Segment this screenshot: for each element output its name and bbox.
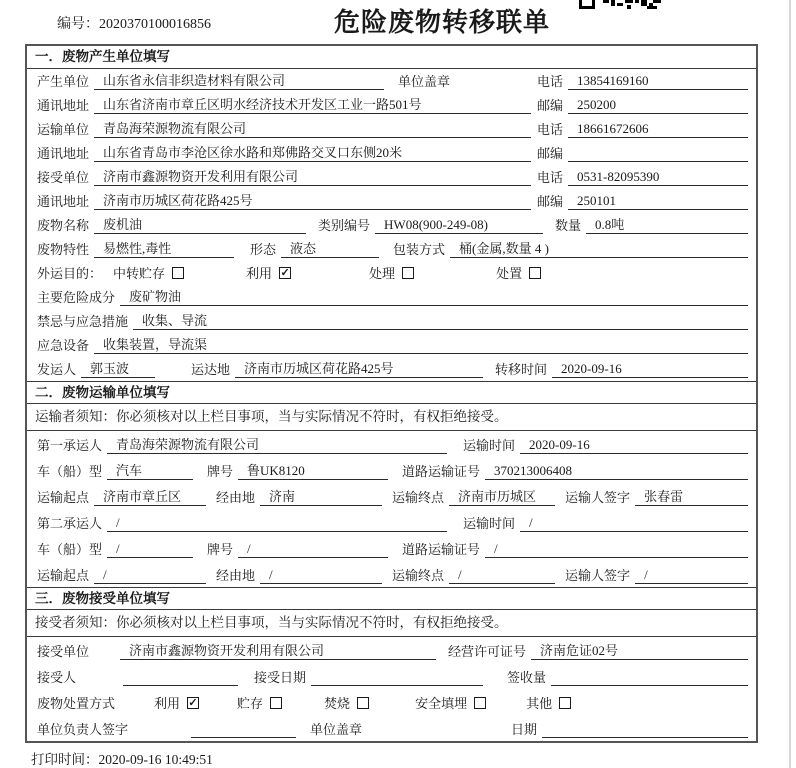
addr3-field: 济南市历城区荷花路425号: [94, 190, 531, 210]
emergency-equipment-row: [27, 333, 756, 357]
hazard-row: [27, 285, 756, 309]
carrier1-row: [27, 431, 756, 457]
route1-row: [27, 483, 756, 509]
qr-code-icon: [577, 0, 665, 11]
waste-name-field: 废机油: [94, 214, 306, 234]
section3-header: 三．废物接受单位填写: [27, 587, 756, 610]
disposal-option-other-label: 其他: [526, 696, 553, 711]
dest-field: 济南市历城区荷花路425号: [235, 358, 483, 378]
plate2-label: 牌号: [207, 542, 234, 557]
section1-header: 一．废物产生单位填写: [27, 46, 756, 69]
serial-value: 2020370100016856: [99, 17, 211, 32]
receiver-notice: 接受者须知：你必须核对以上栏目事项，当与实际情况不符时，有权拒绝接受。: [27, 610, 756, 637]
transporter-notice: 运输者须知：你必须核对以上栏目事项，当与实际情况不符时，有权拒绝接受。: [27, 404, 756, 431]
transporter-right: [535, 119, 748, 138]
purpose-option-use-label: 利用: [246, 266, 273, 281]
receiver-row: [27, 165, 756, 189]
purpose-option-transfer-label: 中转贮存: [113, 266, 166, 281]
receiver-left: [35, 166, 535, 186]
accept-unit-label: 接受单位: [37, 644, 90, 659]
disposal-option-store: [237, 693, 282, 712]
addr3-right: [535, 191, 748, 210]
received-qty-label: 签收量: [507, 670, 547, 685]
purpose-option-treat-label: 处理: [369, 266, 396, 281]
phone2-field: 18661672606: [568, 121, 748, 138]
transporter-address-row: [27, 141, 756, 165]
packing-field: 桶(金属,数量 4 ): [450, 238, 748, 258]
shipper-label: 发运人: [37, 362, 77, 377]
addr1-label: 通讯地址: [37, 98, 90, 113]
receiver-field: 济南市鑫源物资开发利用有限公司: [94, 166, 531, 186]
unit-seal2-label: 单位盖章: [310, 722, 363, 737]
accept-unit-field: 济南市鑫源物资开发利用有限公司: [120, 640, 436, 660]
purpose-option-dispose: [496, 263, 541, 282]
recipient-field: [123, 670, 238, 686]
form-label: 形态: [250, 242, 277, 257]
purpose-row: [27, 261, 756, 285]
dest-label: 运达地: [191, 362, 231, 377]
waste-name-label: 废物名称: [37, 218, 90, 233]
time2-label: 运输时间: [463, 516, 516, 531]
section2-header: 二．废物运输单位填写: [27, 381, 756, 404]
print-time-label: 打印时间：: [31, 752, 99, 767]
addr2-left: [35, 142, 535, 162]
vehicle1-row: [27, 457, 756, 483]
purpose-label: 外运目的：: [37, 266, 103, 281]
disposal-option-other: [526, 693, 571, 712]
vehicle1-field: 汽车: [107, 460, 193, 480]
disposal-option-use: [154, 693, 199, 712]
date-label: 日期: [511, 722, 538, 737]
origin1-field: 济南市章丘区: [94, 486, 206, 506]
page-title: 危险废物转移联单: [334, 8, 551, 37]
quantity-label: 数量: [555, 218, 582, 233]
equipment-field: 收集装置，导流渠: [94, 334, 748, 354]
purpose-option-dispose-label: 处置: [496, 266, 523, 281]
accept-unit-row: [27, 637, 756, 663]
origin2-field: /: [94, 567, 206, 584]
phone1-label: 电话: [537, 74, 564, 89]
transfer-form: [25, 44, 758, 743]
emergency-measures-row: [27, 309, 756, 333]
category-field: HW08(900-249-08): [375, 217, 543, 234]
sign1-label: 运输人签字: [565, 490, 631, 505]
zip1-field: 250200: [568, 97, 748, 114]
phone2-label: 电话: [537, 122, 564, 137]
permit-label: 经营许可证号: [448, 644, 527, 659]
head-sign-label: 单位负责人签字: [37, 722, 129, 737]
hazard-label: 主要危险成分: [37, 290, 116, 305]
transfer-time-label: 转移时间: [495, 362, 548, 377]
vehicle1-label: 车（船）型: [37, 464, 103, 479]
form-header: [0, 0, 796, 40]
addr1-right: [535, 95, 748, 114]
producer-address-row: [27, 93, 756, 117]
purpose-option-transfer: [113, 263, 184, 282]
receiver-address-row: [27, 189, 756, 213]
emergency-label: 禁忌与应急措施: [37, 314, 129, 329]
category-label: 类别编号: [318, 218, 371, 233]
producer-row: [27, 69, 756, 93]
checkbox-disposal-use: ✓: [188, 696, 198, 709]
sign2-label: 运输人签字: [565, 568, 631, 583]
addr2-field: 山东省青岛市李沧区徐水路和郑佛路交叉口东侧20米: [94, 142, 531, 162]
checkbox-disposal-landfill: [474, 697, 486, 709]
vehicle2-label: 车（船）型: [37, 542, 103, 557]
road-permit1-label: 道路运输证号: [402, 464, 481, 479]
head-sign-field: [191, 722, 296, 738]
trait-label: 废物特性: [37, 242, 90, 257]
checkbox-treat: [402, 267, 414, 279]
disposal-option-store-label: 贮存: [237, 696, 264, 711]
disposal-option-landfill: [415, 693, 486, 712]
carrier2-label: 第二承运人: [37, 516, 103, 531]
terminal2-field: /: [449, 567, 555, 584]
via1-label: 经由地: [216, 490, 256, 505]
checkbox-transfer-storage: [172, 267, 184, 279]
producer-right: [535, 71, 748, 90]
road-permit1-field: 370213006408: [485, 463, 748, 480]
quantity-field: 0.8吨: [586, 214, 748, 234]
purpose-option-use: [246, 263, 291, 282]
head-sign-row: [27, 715, 756, 741]
waste-trait-row: [27, 237, 756, 261]
addr1-left: [35, 94, 535, 114]
transporter-left: [35, 118, 535, 138]
sign2-field: /: [635, 567, 748, 584]
addr2-label: 通讯地址: [37, 146, 90, 161]
recipient-label: 接受人: [37, 670, 77, 685]
time1-label: 运输时间: [463, 438, 516, 453]
trait-field: 易燃性,毒性: [94, 238, 234, 258]
equipment-label: 应急设备: [37, 338, 90, 353]
zip3-field: 250101: [568, 193, 748, 210]
date-field: [542, 722, 748, 738]
transporter-label: 运输单位: [37, 122, 90, 137]
zip2-field: [568, 146, 748, 162]
road-permit2-label: 道路运输证号: [402, 542, 481, 557]
via2-field: /: [260, 567, 382, 584]
carrier1-label: 第一承运人: [37, 438, 103, 453]
carrier1-field: 青岛海荣源物流有限公司: [107, 434, 447, 454]
time1-field: 2020-09-16: [520, 437, 748, 454]
disposal-label: 废物处置方式: [37, 696, 116, 711]
terminal1-field: 济南市历城区: [449, 486, 555, 506]
origin2-label: 运输起点: [37, 568, 90, 583]
receiver-right: [535, 167, 748, 186]
addr2-right: [535, 143, 748, 162]
checkbox-disposal-incinerate: [357, 697, 369, 709]
unit-seal-label: 单位盖章: [398, 74, 451, 89]
plate2-field: /: [238, 541, 388, 558]
disposal-option-use-label: 利用: [154, 696, 181, 711]
time2-field: /: [520, 515, 748, 532]
producer-label: 产生单位: [37, 74, 90, 89]
disposal-option-incinerate: [324, 693, 369, 712]
disposal-row: [27, 689, 756, 715]
addr3-left: [35, 190, 535, 210]
plate1-field: 鲁UK8120: [238, 460, 388, 480]
producer-left: [35, 70, 535, 90]
shipper-row: [27, 357, 756, 381]
receiver-label: 接受单位: [37, 170, 90, 185]
form-field: 液态: [281, 238, 379, 258]
zip1-label: 邮编: [537, 98, 564, 113]
print-time-value: 2020-09-16 10:49:51: [98, 752, 213, 767]
producer-field: 山东省永信非织造材料有限公司: [94, 70, 384, 90]
vehicle2-row: [27, 535, 756, 561]
sign1-field: 张春雷: [635, 486, 748, 506]
checkbox-use: ✓: [280, 266, 290, 279]
transporter-row: [27, 117, 756, 141]
purpose-option-treat: [369, 263, 414, 282]
print-time: [31, 748, 796, 768]
accept-date-field: [311, 670, 483, 686]
route2-row: [27, 561, 756, 587]
via2-label: 经由地: [216, 568, 256, 583]
terminal1-label: 运输终点: [392, 490, 445, 505]
phone1-field: 13854169160: [568, 73, 748, 90]
hazard-field: 废矿物油: [120, 286, 748, 306]
serial-label: 编号：: [57, 17, 99, 32]
transporter-field: 青岛海荣源物流有限公司: [94, 118, 531, 138]
phone3-label: 电话: [537, 170, 564, 185]
addr1-field: 山东省济南市章丘区明水经济技术开发区工业一路501号: [94, 94, 531, 114]
received-qty-field: [551, 670, 748, 686]
transfer-time-field: 2020-09-16: [552, 361, 748, 378]
packing-label: 包装方式: [393, 242, 446, 257]
disposal-option-incinerate-label: 焚烧: [324, 696, 351, 711]
disposal-option-landfill-label: 安全填埋: [415, 696, 468, 711]
carrier2-field: /: [107, 515, 447, 532]
zip2-label: 邮编: [537, 146, 564, 161]
checkbox-dispose: [529, 267, 541, 279]
serial-number: [57, 13, 211, 33]
plate1-label: 牌号: [207, 464, 234, 479]
terminal2-label: 运输终点: [392, 568, 445, 583]
emergency-field: 收集、导流: [133, 310, 748, 330]
waste-name-row: [27, 213, 756, 237]
recipient-row: [27, 663, 756, 689]
shipper-field: 郭玉波: [81, 358, 155, 378]
origin1-label: 运输起点: [37, 490, 90, 505]
checkbox-disposal-other: [559, 697, 571, 709]
window-edge-line: [789, 0, 791, 768]
checkbox-disposal-store: [270, 697, 282, 709]
permit-field: 济南危证02号: [531, 640, 748, 660]
carrier2-row: [27, 509, 756, 535]
accept-date-label: 接受日期: [254, 670, 307, 685]
vehicle2-field: /: [107, 541, 193, 558]
road-permit2-field: /: [485, 541, 748, 558]
via1-field: 济南: [260, 486, 382, 506]
zip3-label: 邮编: [537, 194, 564, 209]
addr3-label: 通讯地址: [37, 194, 90, 209]
phone3-field: 0531-82095390: [568, 169, 748, 186]
